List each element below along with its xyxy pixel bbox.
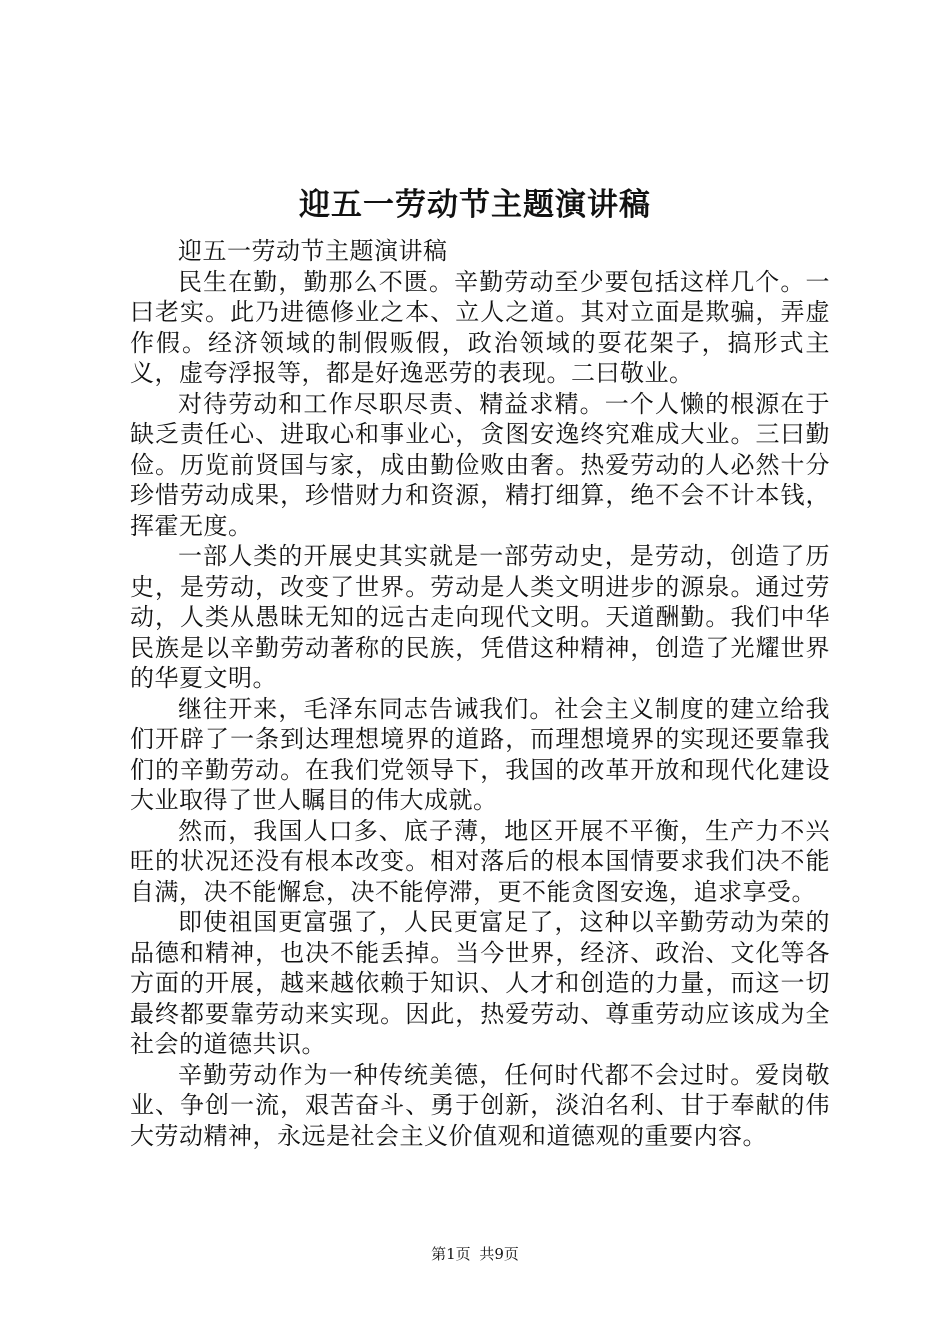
document-title: 迎五一劳动节主题演讲稿: [299, 187, 651, 223]
page-footer: [0, 1244, 950, 1264]
paragraph: 继往开来，毛泽东同志告诫我们。社会主义制度的建立给我们开辟了一条到达理想境界的道路，而理想境界的实现还要靠我们的辛勤劳动。在我们党领导下，我国的改革开放和现代化建设大业取得了世人瞩目的伟大成就。: [130, 694, 830, 814]
paragraph: 即使祖国更富强了，人民更富足了，这种以辛勤劳动为荣的品德和精神，也决不能丢掉。当今世界，经济、政治、文化等各方面的开展，越来越依赖于知识、人才和创造的力量，而这一切最终都要靠劳动来实现。因此，热爱劳动、尊重劳动应该成为全社会的道德共识。: [130, 908, 830, 1058]
paragraph: 辛勤劳动作为一种传统美德，任何时代都不会过时。爱岗敬业、争创一流，艰苦奋斗、勇于创新，淡泊名利、甘于奉献的伟大劳动精神，永远是社会主义价值观和道德观的重要内容。: [130, 1060, 830, 1150]
paragraph-subtitle: 迎五一劳动节主题演讲稿: [178, 237, 448, 265]
paragraph: 民生在勤，勤那么不匮。辛勤劳动至少要包括这样几个。一曰老实。此乃进德修业之本、立人之道。其对立面是欺骗，弄虚作假。经济领域的制假贩假，政治领域的耍花架子，搞形式主义，虚夸浮报等，都是好逸恶劳的表现。二曰敬业。: [130, 267, 830, 387]
paragraph: 对待劳动和工作尽职尽责、精益求精。一个人懒的根源在于缺乏责任心、进取心和事业心，贪图安逸终究难成大业。三曰勤俭。历览前贤国与家，成由勤俭败由奢。热爱劳动的人必然十分珍惜劳动成果，珍惜财力和资源，精打细算，绝不会不计本钱，挥霍无度。: [130, 389, 830, 540]
paragraph: 然而，我国人口多、底子薄，地区开展不平衡，生产力不兴旺的状况还没有根本改变。相对落后的根本国情要求我们决不能自满，决不能懈怠，决不能停滞，更不能贪图安逸，追求享受。: [130, 816, 830, 906]
current-page-number: 第1页: [431, 1245, 471, 1263]
paragraph: 一部人类的开展史其实就是一部劳动史，是劳动，创造了历史，是劳动，改变了世界。劳动是人类文明进步的源泉。通过劳动，人类从愚昧无知的远古走向现代文明。天道酬勤。我们中华民族是以辛勤劳动著称的民族，凭借这种精神，创造了光耀世界的华夏文明。: [130, 542, 830, 692]
total-page-count: 共9页: [479, 1245, 519, 1263]
document-body: [130, 236, 830, 1151]
